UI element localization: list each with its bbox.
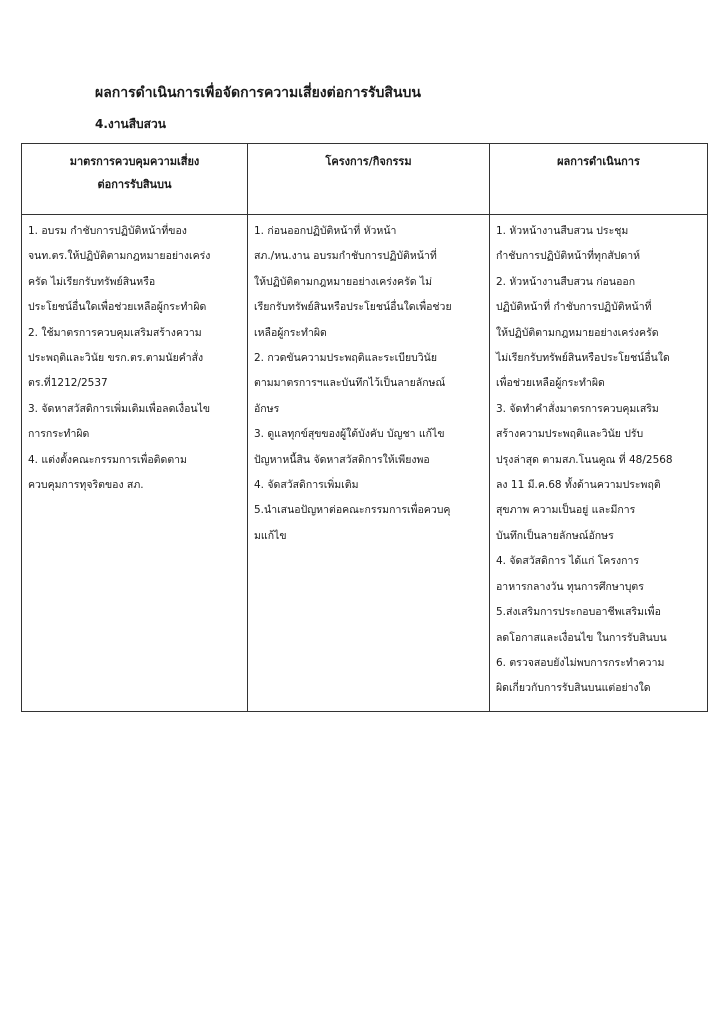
list-item: 5.นำเสนอปัญหาต่อคณะกรรมการเพื่อควบคุ มแก้ไข <box>254 504 451 542</box>
table-header-row <box>22 144 708 215</box>
list-item: 2. หัวหน้างานสืบสวน ก่อนออก ปฏิบัติหน้าที่ กำชับการปฏิบัติหน้าที่ ให้ปฏิบัติตามกฎหมายอย่างเคร่งครัด ไม่เรียกรับทรัพย์สินหรือประโยชน์อื่นใด เพื่อช่วยเหลือผู้กระทำผิด <box>496 275 670 390</box>
table-row <box>22 215 708 712</box>
list-item: 1. อบรม กำชับการปฏิบัติหน้าที่ของ จนท.ตร.ให้ปฏิบัติตามกฎหมายอย่างเคร่ง ครัด ไม่เรียกรับทรัพย์สินหรือ ประโยชน์อื่นใดเพื่อช่วยเหลือผู้กระทำผิด <box>28 225 211 314</box>
section-heading: 4.งานสืบสวน <box>95 117 166 131</box>
header-label: ผลการดำเนินการ <box>557 155 640 168</box>
header-measures <box>22 144 248 215</box>
list-item: 6. ตรวจสอบยังไม่พบการกระทำความ ผิดเกี่ยวกับการรับสินบนแต่อย่างใด <box>496 656 665 695</box>
header-label: มาตรการควบคุมความเสี่ยง ต่อการรับสินบน <box>69 155 200 191</box>
list-item: 5.ส่งเสริมการประกอบอาชีพเสริมเพื่อ ลดโอกาสและเงื่อนไข ในการรับสินบน <box>496 606 667 644</box>
header-results <box>490 144 708 215</box>
cell-measures <box>22 215 248 712</box>
list-item: 4. แต่งตั้งคณะกรรมการเพื่อติดตาม ควบคุมการทุจริตของ สภ. <box>28 453 187 492</box>
list-item: 1. ก่อนออกปฏิบัติหน้าที่ หัวหน้า สภ./หน.งาน อบรมกำชับการปฏิบัติหน้าที่ ให้ปฏิบัติตามกฎหมายอย่างเคร่งครัด ไม่ เรียกรับทรัพย์สินหรือประโยชน์อื่นใดเพื่อช่วย เหลือผู้กระทำผิด <box>254 225 452 339</box>
list-item: 4. จัดสวัสดิการ ได้แก่ โครงการ อาหารกลางวัน ทุนการศึกษาบุตร <box>496 555 644 593</box>
header-label: โครงการ/กิจกรรม <box>325 155 412 168</box>
list-item: 4. จัดสวัสดิการเพิ่มเติม <box>254 479 359 492</box>
list-item: 2. กวดขันความประพฤติและระเบียบวินัย ตามมาตรการฯและบันทึกไว้เป็นลายลักษณ์ อักษร <box>254 352 446 415</box>
document-title: ผลการดำเนินการเพื่อจัดการความเสี่ยงต่อการรับสินบน <box>95 85 421 101</box>
cell-results <box>490 215 708 712</box>
cell-projects <box>248 215 490 712</box>
list-item: 3. ดูแลทุกข์สุขของผู้ใต้บังคับ บัญชา แก้ไข ปัญหาหนี้สิน จัดหาสวัสดิการให้เพียงพอ <box>254 428 445 466</box>
risk-measures-table <box>21 143 708 712</box>
list-item: 2. ใช้มาตรการควบคุมเสริมสร้างความ ประพฤติและวินัย ขรก.ตร.ตามนัยคำสั่ง ตร.ที่1212/2537 <box>28 326 204 390</box>
list-item: 1. หัวหน้างานสืบสวน ประชุม กำชับการปฏิบัติหน้าที่ทุกสัปดาห์ <box>496 225 641 263</box>
header-projects <box>248 144 490 215</box>
list-item: 3. จัดหาสวัสดิการเพิ่มเติมเพื่อลดเงื่อนไข การกระทำผิด <box>28 402 211 441</box>
list-item: 3. จัดทำคำสั่งมาตรการควบคุมเสริม สร้างความประพฤติและวินัย ปรับ ปรุงล่าสุด ตามสภ.โนนคูณ ที่ 48/2568 ลง 11 มี.ค.68 ทั้งด้านความประพฤติ สุขภาพ ความเป็นอยู่ และมีการ บันทึกเป็นลายลักษณ์อักษร <box>496 402 673 542</box>
